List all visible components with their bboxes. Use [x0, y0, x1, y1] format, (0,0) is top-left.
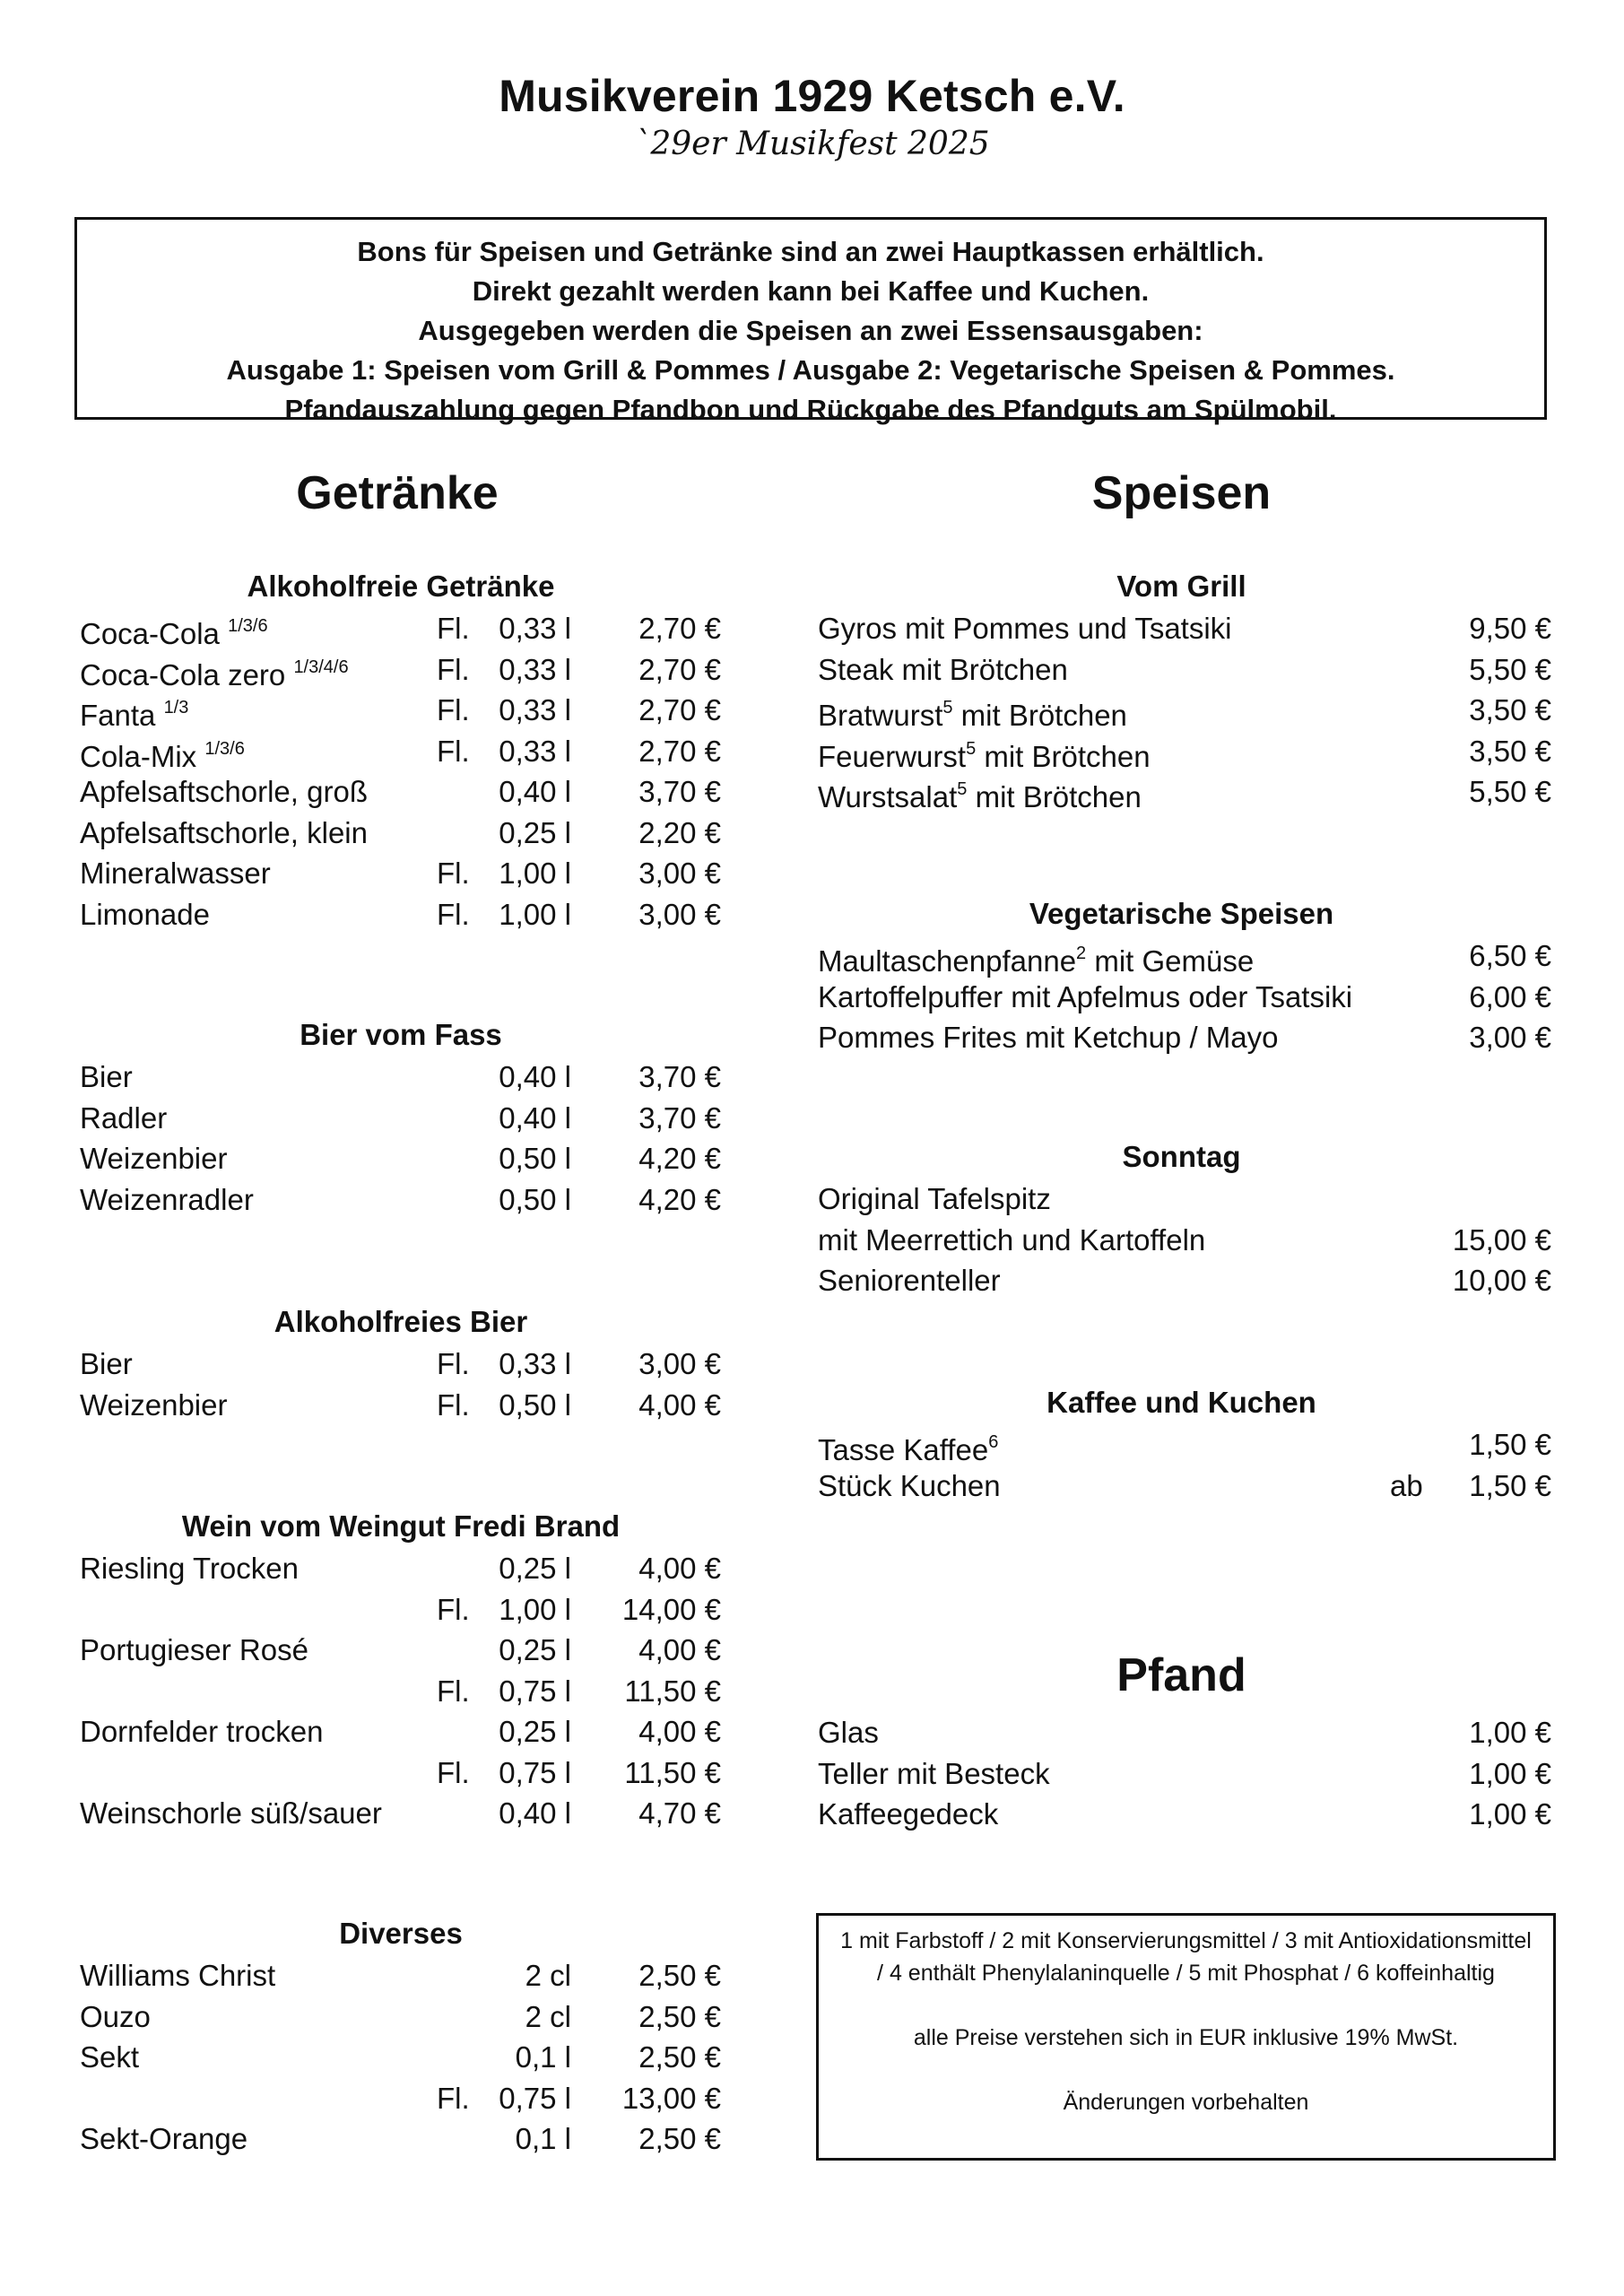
menu-row: [78, 1671, 724, 1712]
bottle-label: Fl.: [437, 1347, 470, 1380]
menu-row: [78, 608, 724, 649]
item-name-text: Bier: [80, 1060, 133, 1093]
page-title: Musikverein 1929 Ketsch e.V.: [499, 71, 1125, 121]
notes-box: [816, 1913, 1556, 2161]
menu-row: [78, 1344, 724, 1385]
item-name: [80, 1057, 133, 1098]
item-name: [818, 608, 1232, 649]
item-price: 2,50 €: [638, 1999, 721, 2033]
item-name: [80, 649, 349, 696]
item-price: 11,50 €: [624, 1755, 721, 1789]
section-title: Kaffee und Kuchen: [1046, 1386, 1316, 1419]
menu-row: [78, 853, 724, 894]
item-price: 4,20 €: [638, 1182, 721, 1216]
menu-row: [816, 935, 1551, 977]
item-name-suffix: mit Gemüse: [1086, 944, 1255, 978]
item-price: 4,20 €: [638, 1142, 721, 1175]
bottle-label: Fl.: [437, 857, 470, 890]
menu-row: [816, 1260, 1551, 1301]
item-price: 15,00 €: [1452, 1222, 1551, 1257]
item-name: [80, 1179, 254, 1221]
vat-note: alle Preise verstehen sich in EUR inklusive 19% MwSt.: [913, 2025, 1459, 2050]
item-volume: 0,75 l: [499, 1674, 571, 1708]
item-volume: 0,50 l: [499, 1182, 571, 1216]
drinks-heading: Getränke: [296, 467, 499, 519]
item-name-text: Coca-Cola zero: [80, 657, 286, 691]
item-name: [80, 731, 245, 778]
item-volume: 2 cl: [525, 1999, 571, 2033]
bottle-label: Fl.: [437, 612, 470, 645]
item-name: [80, 853, 271, 894]
bottle-label: Fl.: [437, 1592, 470, 1626]
additive-note: 5: [942, 698, 953, 718]
item-volume: 0,25 l: [499, 1552, 571, 1585]
item-name-text: Williams Christ: [80, 1959, 276, 1992]
menu-row: [78, 1057, 724, 1098]
pfand-section: [816, 1712, 1551, 1835]
menu-row: [78, 1179, 724, 1221]
item-name: [80, 1385, 227, 1426]
item-volume: 0,40 l: [499, 1100, 571, 1135]
item-name: [818, 1017, 1278, 1058]
item-name-suffix: mit Brötchen: [976, 739, 1151, 773]
item-volume: 0,75 l: [499, 2081, 571, 2115]
item-volume: 1,00 l: [499, 897, 571, 931]
section-title: Wein vom Weingut Fredi Brand: [181, 1509, 621, 1543]
section-title: Vegetarische Speisen: [1029, 897, 1334, 930]
item-name: [818, 649, 1068, 691]
item-name-text: Kartoffelpuffer mit Apfelmus oder Tsatsiki: [818, 979, 1353, 1013]
additive-note: 1/3/4/6: [293, 657, 349, 677]
food-section: [816, 892, 1551, 1058]
item-price: 2,20 €: [638, 815, 721, 849]
info-box: [74, 217, 1547, 425]
pfand-row: [816, 1753, 1551, 1795]
item-volume: 0,40 l: [499, 1796, 571, 1830]
item-name: [80, 1344, 133, 1385]
menu-row: [78, 1711, 724, 1752]
item-price: 4,00 €: [638, 1715, 721, 1748]
section-title: Alkoholfreie Getränke: [247, 570, 555, 603]
item-price: 2,70 €: [638, 734, 721, 768]
info-line: Ausgabe 1: Speisen vom Grill & Pommes / Ausgabe 2: Vegetarische Speisen & Pommes.: [226, 354, 1395, 386]
item-name: [818, 1260, 1001, 1301]
info-line: Direkt gezahlt werden kann bei Kaffee und Kuchen.: [472, 275, 1150, 307]
item-price: 3,70 €: [638, 1100, 721, 1135]
menu-row: [78, 1955, 724, 1996]
item-price: 3,00 €: [1469, 1021, 1551, 1054]
item-price: 4,00 €: [638, 1552, 721, 1585]
item-volume: 1,00 l: [499, 857, 571, 890]
additive-note: 1/3: [163, 698, 189, 718]
menu-row: [78, 894, 724, 935]
additive-note: 1/3/6: [228, 616, 268, 636]
menu-row: [78, 1138, 724, 1179]
item-name-text: Pommes Frites mit Ketchup / Mayo: [818, 1021, 1279, 1054]
item-volume: 0,50 l: [499, 1387, 571, 1422]
item-price: 6,00 €: [1469, 979, 1551, 1013]
pfand-row: [816, 1794, 1551, 1835]
price-prefix: ab: [1390, 1468, 1423, 1502]
menu-row: [816, 731, 1551, 772]
menu-row: [78, 813, 724, 854]
drinks-section: [78, 1300, 724, 1425]
item-price: 1,50 €: [1469, 1468, 1551, 1502]
item-volume: 1,00 l: [499, 1592, 571, 1626]
item-price: 1,00 €: [1469, 1797, 1551, 1831]
item-name-text: Tasse Kaffee: [818, 1433, 989, 1466]
item-price: 2,70 €: [638, 652, 721, 686]
item-price: 1,00 €: [1469, 1716, 1551, 1749]
additives-note: 1 mit Farbstoff / 2 mit Konservierungsmittel / 3 mit Antioxidationsmittel / 4 enthält Phenylalaninquelle / 5 mit Phosphat / 6 koffeinhaltig: [840, 1928, 1532, 1986]
food-section: [816, 1381, 1551, 1506]
menu-row: [78, 1589, 724, 1631]
item-price: 3,70 €: [638, 775, 721, 808]
item-price: 4,00 €: [638, 1387, 721, 1422]
item-price: 3,00 €: [638, 1347, 721, 1380]
menu-row: [78, 1793, 724, 1834]
item-name: Glas: [818, 1716, 879, 1749]
item-name-text: Steak mit Brötchen: [818, 652, 1068, 686]
item-name: [80, 1630, 308, 1671]
item-name: [80, 1098, 167, 1139]
menu-row: [78, 649, 724, 691]
item-name: [818, 731, 1151, 778]
item-volume: 2 cl: [525, 1959, 571, 1992]
food-section: [816, 565, 1551, 813]
item-name: [80, 894, 210, 935]
item-name-text: Sekt-Orange: [80, 2122, 248, 2155]
menu-row: [816, 608, 1551, 649]
drinks-section: [78, 1912, 724, 2160]
section-title: Bier vom Fass: [300, 1018, 502, 1051]
item-name: [80, 1711, 323, 1752]
item-name-suffix: mit Brötchen: [967, 780, 1142, 813]
item-price: 6,50 €: [1469, 939, 1551, 972]
info-line: Ausgegeben werden die Speisen an zwei Essensausgaben:: [418, 315, 1203, 346]
item-volume: 0,33 l: [499, 734, 571, 768]
menu-row: [78, 1385, 724, 1426]
menu-row: [816, 771, 1551, 813]
menu-row: [78, 2118, 724, 2160]
item-name-suffix: mit Brötchen: [952, 699, 1127, 732]
item-name: [80, 1793, 382, 1834]
bottle-label: Fl.: [437, 1755, 470, 1789]
item-volume: 0,33 l: [499, 652, 571, 686]
item-price: 5,50 €: [1469, 652, 1551, 686]
info-line: Bons für Speisen und Getränke sind an zwei Hauptkassen erhältlich.: [357, 236, 1264, 267]
item-volume: 0,25 l: [499, 1633, 571, 1666]
menu-row: [816, 977, 1551, 1018]
item-price: 1,00 €: [1469, 1756, 1551, 1790]
menu-row: [816, 1424, 1551, 1465]
item-name-text: Bier: [80, 1347, 133, 1380]
item-name-text: Feuerwurst: [818, 739, 967, 773]
bottle-label: Fl.: [437, 652, 470, 686]
item-volume: 0,25 l: [499, 1715, 571, 1748]
item-price: 11,50 €: [624, 1674, 721, 1708]
bottle-label: Fl.: [437, 1674, 470, 1708]
item-name-text: Weinschorle süß/sauer: [80, 1796, 382, 1830]
menu-row: [78, 1752, 724, 1794]
item-name-text: Radler: [80, 1100, 168, 1135]
item-name-text: Coca-Cola: [80, 617, 220, 650]
item-name: [818, 1178, 1051, 1220]
item-price: 4,00 €: [638, 1633, 721, 1666]
item-price: 5,50 €: [1469, 775, 1551, 808]
item-name: [80, 1548, 299, 1589]
additive-note: 2: [1076, 944, 1087, 963]
menu-row: [816, 1220, 1551, 1261]
section-title: Sonntag: [1122, 1140, 1241, 1173]
section-title: Diverses: [339, 1917, 463, 1950]
item-name-text: Bratwurst: [818, 699, 943, 732]
drinks-section: [78, 565, 724, 935]
item-name-text: Weizenradler: [80, 1182, 254, 1216]
item-price: 2,50 €: [638, 1959, 721, 1992]
menu-row: [78, 2037, 724, 2078]
item-name-text: Stück Kuchen: [818, 1468, 1001, 1502]
item-name-text: Seniorenteller: [818, 1264, 1001, 1297]
item-name-text: mit Meerrettich und Kartoffeln: [818, 1222, 1206, 1257]
item-name: [818, 935, 1254, 982]
item-name-text: Fanta: [80, 699, 156, 732]
pfand-row: [816, 1712, 1551, 1753]
menu-row: [78, 731, 724, 772]
item-volume: 0,50 l: [499, 1142, 571, 1175]
pfand-heading: Pfand: [1116, 1649, 1246, 1701]
item-name-text: Wurstsalat: [818, 780, 958, 813]
item-price: 3,00 €: [638, 897, 721, 931]
menu-row: [78, 690, 724, 731]
item-name-text: Apfelsaftschorle, groß: [80, 775, 368, 808]
item-name: [818, 1424, 998, 1471]
additive-note: 5: [966, 738, 977, 759]
section-title: Vom Grill: [1116, 570, 1246, 603]
item-name-text: Mineralwasser: [80, 857, 271, 890]
menu-row: [78, 2078, 724, 2119]
menu-row: [78, 1098, 724, 1139]
item-name-text: Original Tafelspitz: [818, 1182, 1051, 1215]
item-name: Teller mit Besteck: [818, 1756, 1050, 1790]
bottle-label: Fl.: [437, 2081, 470, 2115]
item-name-text: Weizenbier: [80, 1142, 228, 1175]
item-name: [818, 1220, 1205, 1261]
menu-row: [816, 1465, 1551, 1507]
item-name: [80, 813, 368, 854]
section-title: Alkoholfreies Bier: [274, 1305, 528, 1338]
item-name: [80, 1955, 275, 1996]
item-name-text: Ouzo: [80, 1999, 151, 2033]
item-volume: 0,1 l: [515, 2122, 571, 2155]
item-name-text: Gyros mit Pommes und Tsatsiki: [818, 612, 1232, 645]
item-price: 2,70 €: [638, 693, 721, 726]
menu-row: [78, 1996, 724, 2038]
item-volume: 0,1 l: [515, 2040, 571, 2074]
item-name-text: Dornfelder trocken: [80, 1715, 324, 1748]
drinks-section: [78, 1013, 724, 1220]
item-price: 3,50 €: [1469, 693, 1551, 726]
menu-row: [78, 1548, 724, 1589]
item-name-text: Sekt: [80, 2040, 140, 2074]
additive-note: 5: [957, 779, 968, 799]
item-name-text: Cola-Mix: [80, 739, 197, 773]
item-price: 10,00 €: [1452, 1264, 1551, 1297]
menu-row: [816, 1017, 1551, 1058]
page-subtitle: `29er Musikfest 2025: [634, 126, 990, 162]
item-volume: 0,33 l: [499, 1347, 571, 1380]
item-name: [818, 771, 1142, 818]
item-name-text: Portugieser Rosé: [80, 1633, 308, 1666]
bottle-label: Fl.: [437, 897, 470, 931]
item-price: 3,70 €: [638, 1060, 721, 1093]
menu-row: [78, 771, 724, 813]
item-volume: 0,33 l: [499, 693, 571, 726]
bottle-label: Fl.: [437, 1387, 470, 1422]
item-price: 13,00 €: [621, 2081, 721, 2115]
bottle-label: Fl.: [437, 734, 470, 768]
item-price: 9,50 €: [1469, 612, 1551, 645]
item-name-text: Limonade: [80, 897, 210, 931]
item-name: [818, 1465, 1001, 1507]
item-name: [80, 1138, 227, 1179]
item-volume: 0,33 l: [499, 612, 571, 645]
food-section: [816, 1135, 1551, 1301]
item-price: 1,50 €: [1469, 1428, 1551, 1461]
menu-row: [816, 649, 1551, 691]
food-heading: Speisen: [1091, 467, 1272, 519]
additive-note: 1/3/6: [204, 738, 245, 759]
item-name: [80, 608, 268, 655]
menu-row: [78, 1630, 724, 1671]
item-name: [818, 690, 1127, 736]
item-name: [80, 2037, 139, 2078]
item-price: 2,70 €: [638, 612, 721, 645]
menu-row: [816, 690, 1551, 731]
changes-note: Änderungen vorbehalten: [1063, 2090, 1309, 2115]
item-volume: 0,75 l: [499, 1755, 571, 1789]
item-name-text: Weizenbier: [80, 1387, 228, 1422]
info-line: Pfandauszahlung gegen Pfandbon und Rückgabe des Pfandguts am Spülmobil.: [284, 394, 1337, 425]
item-name: [80, 771, 368, 813]
item-volume: 0,40 l: [499, 775, 571, 808]
item-price: 4,70 €: [638, 1796, 721, 1830]
menu-row: [816, 1178, 1551, 1220]
drinks-section: [78, 1505, 724, 1834]
item-price: 14,00 €: [621, 1592, 721, 1626]
bottle-label: Fl.: [437, 693, 470, 726]
item-name: [80, 1996, 151, 2038]
item-price: 3,50 €: [1469, 734, 1551, 768]
additive-note: 6: [988, 1432, 999, 1452]
item-name-text: Maultaschenpfanne: [818, 944, 1077, 978]
item-name-text: Apfelsaftschorle, klein: [80, 815, 368, 849]
item-volume: 0,40 l: [499, 1060, 571, 1093]
item-name: [80, 690, 188, 736]
item-price: 3,00 €: [638, 857, 721, 890]
item-volume: 0,25 l: [499, 815, 571, 849]
item-name-text: Riesling Trocken: [80, 1552, 299, 1585]
item-name: Kaffeegedeck: [818, 1797, 999, 1831]
item-price: 2,50 €: [638, 2122, 721, 2155]
item-price: 2,50 €: [638, 2040, 721, 2074]
item-name: [818, 977, 1352, 1018]
item-name: [80, 2118, 248, 2160]
